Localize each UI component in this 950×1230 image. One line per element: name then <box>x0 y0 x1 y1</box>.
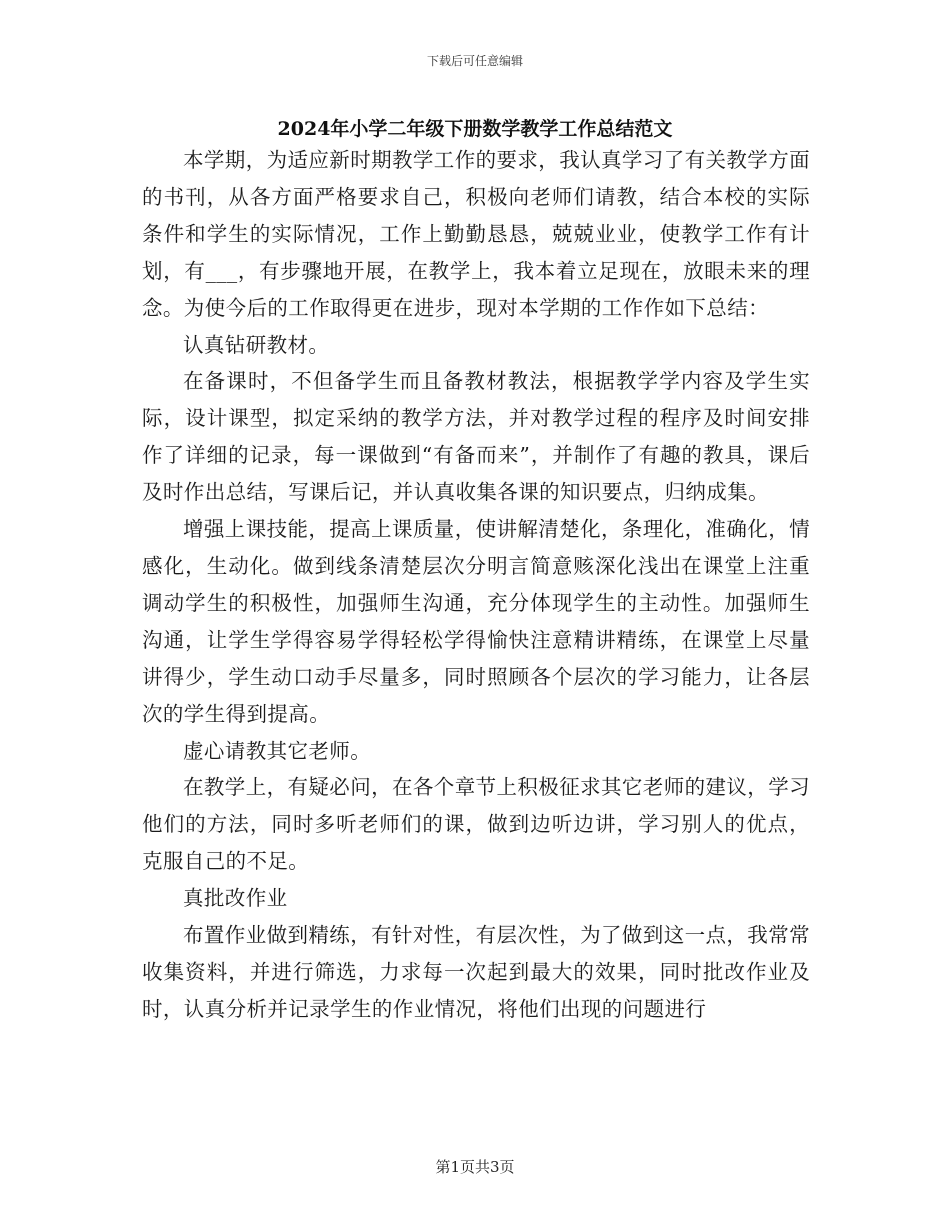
paragraph-ask-colleagues: 在教学上，有疑必问，在各个章节上积极征求其它老师的建议，学习他们的方法，同时多听老师们的课，做到边听边讲，学习别人的优点，克服自己的不足。 <box>142 775 810 874</box>
header-note: 下载后可任意编辑 <box>426 54 523 68</box>
paragraph-intro: 本学期，为适应新时期教学工作的要求，我认真学习了有关教学方面的书刊，从各方面严格要求自己，积极向老师们请教，结合本校的实际条件和学生的实际情况，工作上勤勤恳恳，兢兢业业，使教学工作有计划，有___，有步骤地开展，在教学上，我本着立足现在，放眼未来的理念。为使今后的工作取得更在进步，现对本学期的工作作如下总结： <box>142 148 810 320</box>
paragraph-teaching-skills: 增强上课技能，提高上课质量，使讲解清楚化，条理化，准确化，情感化，生动化。做到线条清楚层次分明言简意赅深化浅出在课堂上注重调动学生的积极性，加强师生沟通，充分体现学生的主动性。加强师生沟通，让学生学得容易学得轻松学得愉快注意精讲精练，在课堂上尽量讲得少，学生动口动手尽量多，同时照顾各个层次的学习能力，让各层次的学生得到提高。 <box>142 517 810 726</box>
section-heading-homework: 真批改作业 <box>183 886 288 911</box>
section-heading-ask-colleagues: 虚心请教其它老师。 <box>183 738 372 763</box>
document-body <box>142 142 810 1028</box>
document-title: 2024年小学二年级下册数学教学工作总结范文 <box>277 118 673 140</box>
page-footer: 第1页共3页 <box>435 1158 515 1176</box>
paragraph-homework: 布置作业做到精练，有针对性，有层次性，为了做到这一点，我常常收集资料，并进行筛选，力求每一次起到最大的效果，同时批改作业及时，认真分析并记录学生的作业情况，将他们出现的问题进行 <box>142 923 810 1021</box>
paragraph-lesson-prep: 在备课时，不但备学生而且备教材教法，根据教学学内容及学生实际，设计课型，拟定采纳的教学方法，并对教学过程的程序及时间安排作了详细的记录，每一课做到“有备而来”，并制作了有趣的教具，课后及时作出总结，写课后记，并认真收集各课的知识要点，归纳成集。 <box>142 369 810 505</box>
section-heading-study-materials: 认真钻研教材。 <box>183 332 330 357</box>
